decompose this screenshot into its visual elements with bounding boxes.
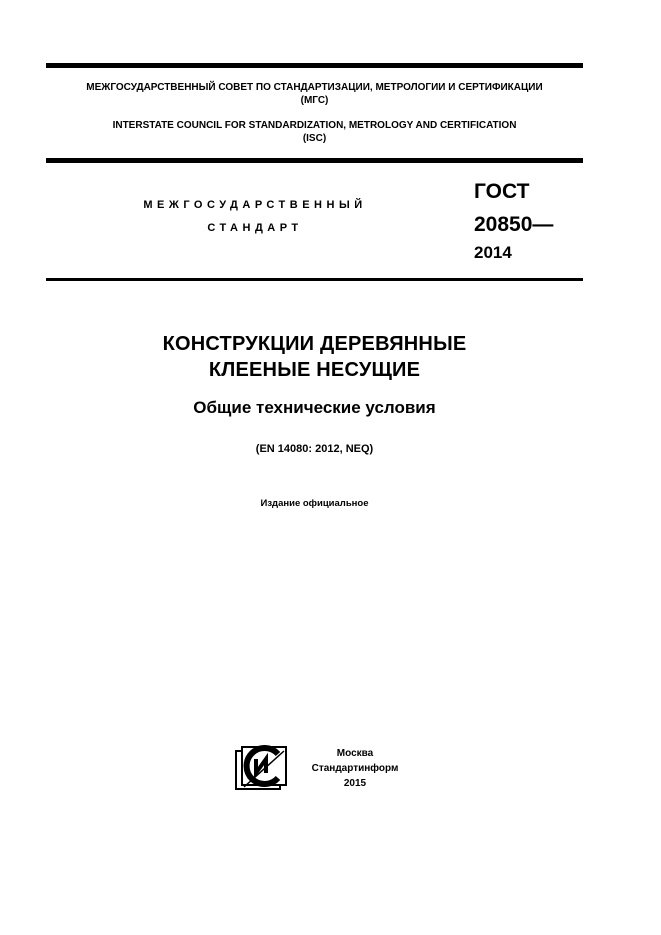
standard-reference: (EN 14080: 2012, NEQ)	[255, 443, 374, 455]
standard-kind-line2: СТАНДАРТ	[207, 222, 303, 234]
document-title-line2: КЛЕЕНЫЕ НЕСУЩИЕ	[208, 359, 421, 381]
council-name-en-line1: INTERSTATE COUNCIL FOR STANDARDIZATION, METROLOGY AND CERTIFICATION	[112, 120, 517, 131]
standartinform-logo-icon	[234, 745, 288, 793]
gost-year: 2014	[474, 243, 512, 262]
edition-note: Издание официальное	[260, 498, 369, 509]
document-subtitle: Общие технические условия	[193, 398, 436, 417]
lower-divider	[46, 278, 583, 281]
gost-label: ГОСТ	[474, 180, 530, 203]
gost-number: 20850—	[474, 213, 554, 236]
council-abbr-en: (ISC)	[302, 133, 327, 144]
middle-divider	[46, 158, 583, 163]
council-name-ru	[46, 81, 583, 107]
publisher-name: Стандартинформ	[311, 763, 399, 774]
council-name-en	[46, 119, 583, 145]
council-abbr-ru: (МГС)	[300, 95, 329, 106]
council-name-ru-line1: МЕЖГОСУДАРСТВЕННЫЙ СОВЕТ ПО СТАНДАРТИЗАЦИИ, МЕТРОЛОГИИ И СЕРТИФИКАЦИИ	[86, 82, 543, 93]
standard-kind-line1: МЕЖГОСУДАРСТВЕННЫЙ	[143, 199, 367, 211]
publisher-city: Москва	[336, 748, 374, 759]
publication-year: 2015	[343, 778, 367, 789]
document-title-line1: КОНСТРУКЦИИ ДЕРЕВЯННЫЕ	[162, 333, 467, 355]
top-divider	[46, 63, 583, 68]
